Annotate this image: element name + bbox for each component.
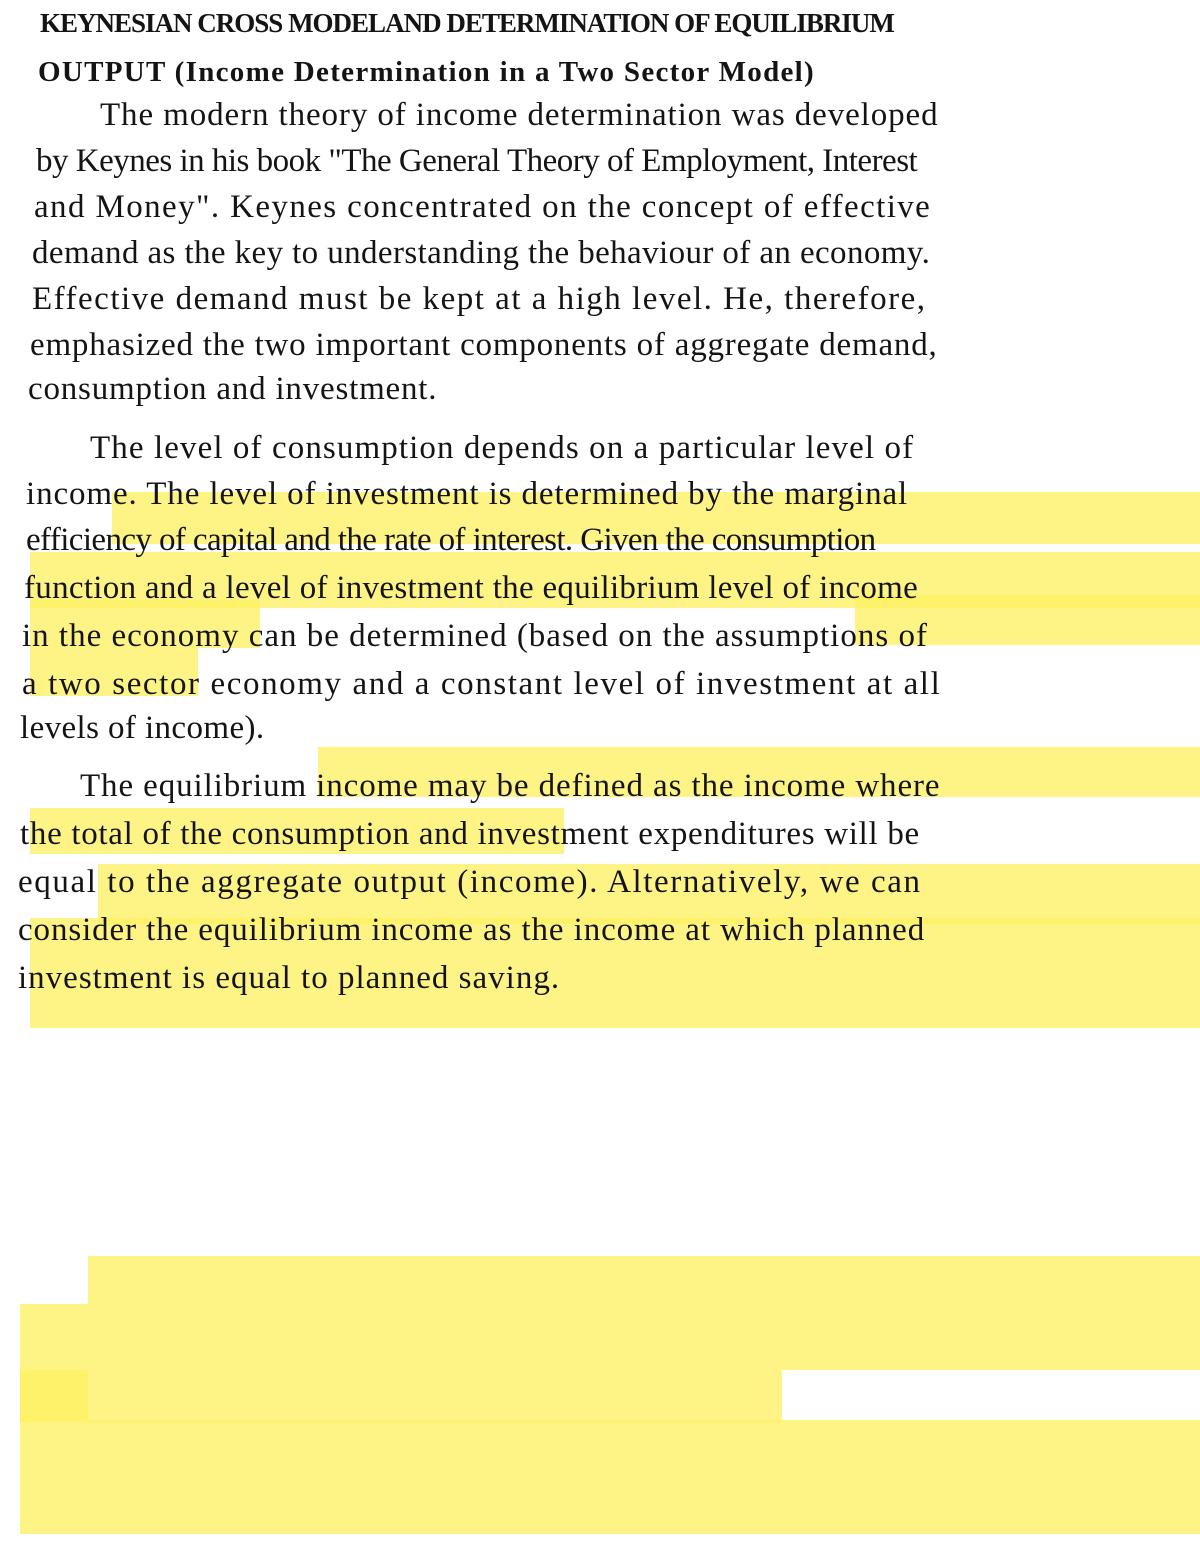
paragraph-line: a two sector economy and a constant level of investment at all [22,666,942,702]
paragraph-line: consider the equilibrium income as the income at which planned [18,912,926,948]
paragraph-line: consumption and investment. [28,371,438,407]
paragraph-line: function and a level of investment the equilibrium level of income [24,570,919,606]
heading-line-1: KEYNESIAN CROSS MODELAND DETERMINATION OF EQUILIBRIUM [40,8,894,38]
paragraph-line: emphasized the two important components of aggregate demand, [30,327,938,363]
paragraph-line: and Money". Keynes concentrated on the concept of effective [34,189,932,225]
paragraph-line: equal to the aggregate output (income). Alternatively, we can [18,864,922,900]
paragraph-line: The level of consumption depends on a particular level of [90,430,915,466]
paragraph-line: income. The level of investment is determined by the marginal [26,476,909,512]
paragraph-line: The modern theory of income determination was developed [100,97,939,133]
paragraph-line: Effective demand must be kept at a high level. He, therefore, [32,281,927,317]
paragraph-line: demand as the key to understanding the behaviour of an economy. [32,235,931,271]
heading-line-2: OUTPUT (Income Determination in a Two Sector Model) [38,56,815,88]
highlight-mark [20,1370,782,1422]
highlight-mark [88,1256,1200,1370]
paragraph-line: The equilibrium income may be defined as the income where [80,768,941,804]
paragraph-line: efficiency of capital and the rate of interest. Given the consumption [26,522,876,558]
paragraph-line: by Keynes in his book "The General Theory of Employment, Interest [36,143,918,179]
highlight-mark [20,1420,1200,1534]
paragraph-line: levels of income). [20,710,265,746]
paragraph-line: the total of the consumption and investment expenditures will be [20,816,920,852]
paragraph-line: in the economy can be determined (based on the assumptions of [22,618,928,654]
paragraph-line: investment is equal to planned saving. [18,960,561,996]
